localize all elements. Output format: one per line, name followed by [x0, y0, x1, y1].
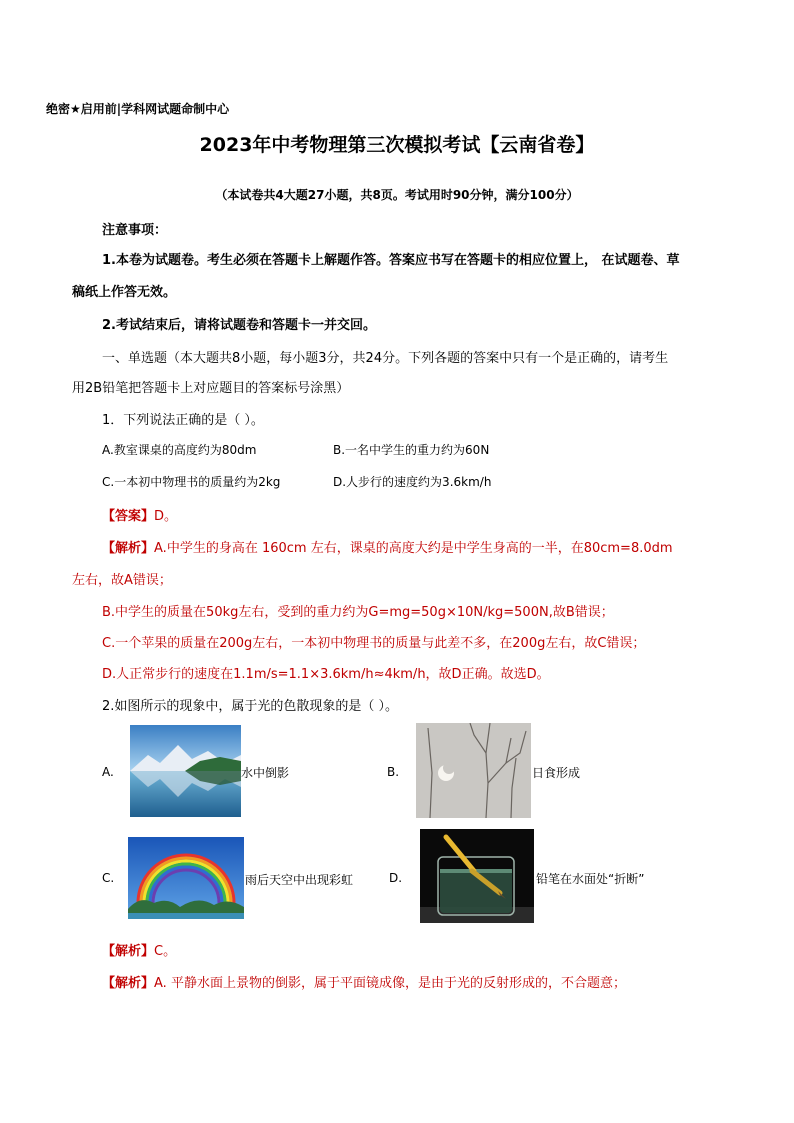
q2-option-d-text: 铅笔在水面处“折断” — [536, 872, 645, 886]
q2-answer — [102, 940, 176, 959]
exam-info: （本试卷共4大题27小题，共8页。考试用时90分钟，满分100分） — [215, 188, 579, 202]
q2-option-b-text: 日食形成 — [532, 766, 581, 780]
rainbow-image — [128, 837, 244, 919]
notes-heading: 注意事项： — [102, 223, 168, 238]
q2-option-b-letter: B. — [387, 765, 400, 779]
answer-tag: 【答案】 — [102, 509, 155, 524]
q1-option-a: A.教室课桌的高度约为80dm — [102, 443, 257, 457]
q2-option-d-letter: D. — [389, 871, 403, 885]
analysis-tag: 【解析】 — [102, 541, 155, 556]
q1-answer — [102, 505, 177, 524]
eclipse-image — [416, 723, 531, 818]
q1-analysis-a — [102, 537, 673, 556]
q2-analysis-a — [102, 972, 626, 991]
note-item-2: 2.考试结束后，请将试题卷和答题卡一并交回。 — [102, 318, 376, 333]
q2-option-c-text: 雨后天空中出现彩虹 — [245, 873, 354, 887]
answer-value: D。 — [154, 509, 178, 524]
q1-option-c: C.一本初中物理书的质量约为2kg — [102, 475, 281, 489]
answer-value: C。 — [154, 944, 177, 959]
q1-option-d: D.人步行的速度约为3.6km/h — [333, 475, 492, 489]
analysis-tag: 【解析】 — [102, 976, 155, 991]
section-intro-a: 一、单选题（本大题共8小题，每小题3分，共24分。下列各题的答案中只有一个是正确的，请考生 — [102, 351, 669, 366]
analysis-text: A. 平静水面上景物的倒影，属于平面镜成像，是由于光的反射形成的，不合题意； — [154, 976, 626, 991]
analysis-text: A.中学生的身高在 160cm 左右，课桌的高度大约是中学生身高的一半，在80cm=8.0dm — [154, 541, 673, 556]
note-item-1a: 1.本卷为试题卷。考生必须在答题卡上解题作答。答案应书写在答题卡的相应位置上， 在试题卷、草 — [102, 253, 680, 268]
q1-analysis-c: B.中学生的质量在50kg左右，受到的重力约为G=mg=50g×10N/kg=500N,故B错误； — [102, 605, 614, 620]
q2-option-a-letter: A. — [102, 765, 114, 779]
answer-tag: 【解析】 — [102, 944, 155, 959]
note-item-1b: 稿纸上作答无效。 — [72, 285, 177, 300]
section-intro-b: 用2B铅笔把答题卡上对应题目的答案标号涂黑） — [72, 381, 350, 396]
q1-analysis-d: C.一个苹果的质量在200g左右，一本初中物理书的质量与此差不多，在200g左右，故C错误； — [102, 636, 646, 651]
pencil-in-water-image — [420, 829, 534, 923]
q1-analysis-e: D.人正常步行的速度在1.1m/s=1.1×3.6km/h≈4km/h，故D正确。故选D。 — [102, 667, 550, 682]
q1-analysis-b: 左右，故A错误； — [72, 573, 172, 588]
q1-stem: 1．下列说法正确的是（ ）。 — [102, 413, 264, 428]
q2-option-a-text: 水中倒影 — [241, 766, 290, 780]
q1-option-b: B.一名中学生的重力约为60N — [333, 443, 490, 457]
page-title: 2023年中考物理第三次模拟考试【云南省卷】 — [199, 134, 595, 156]
q2-stem: 2.如图所示的现象中，属于光的色散现象的是（ ）。 — [102, 699, 399, 714]
confidential-label: 绝密★启用前|学科网试题命制中心 — [46, 102, 230, 116]
lake-reflection-image — [130, 725, 241, 817]
q2-option-c-letter: C. — [102, 871, 115, 885]
